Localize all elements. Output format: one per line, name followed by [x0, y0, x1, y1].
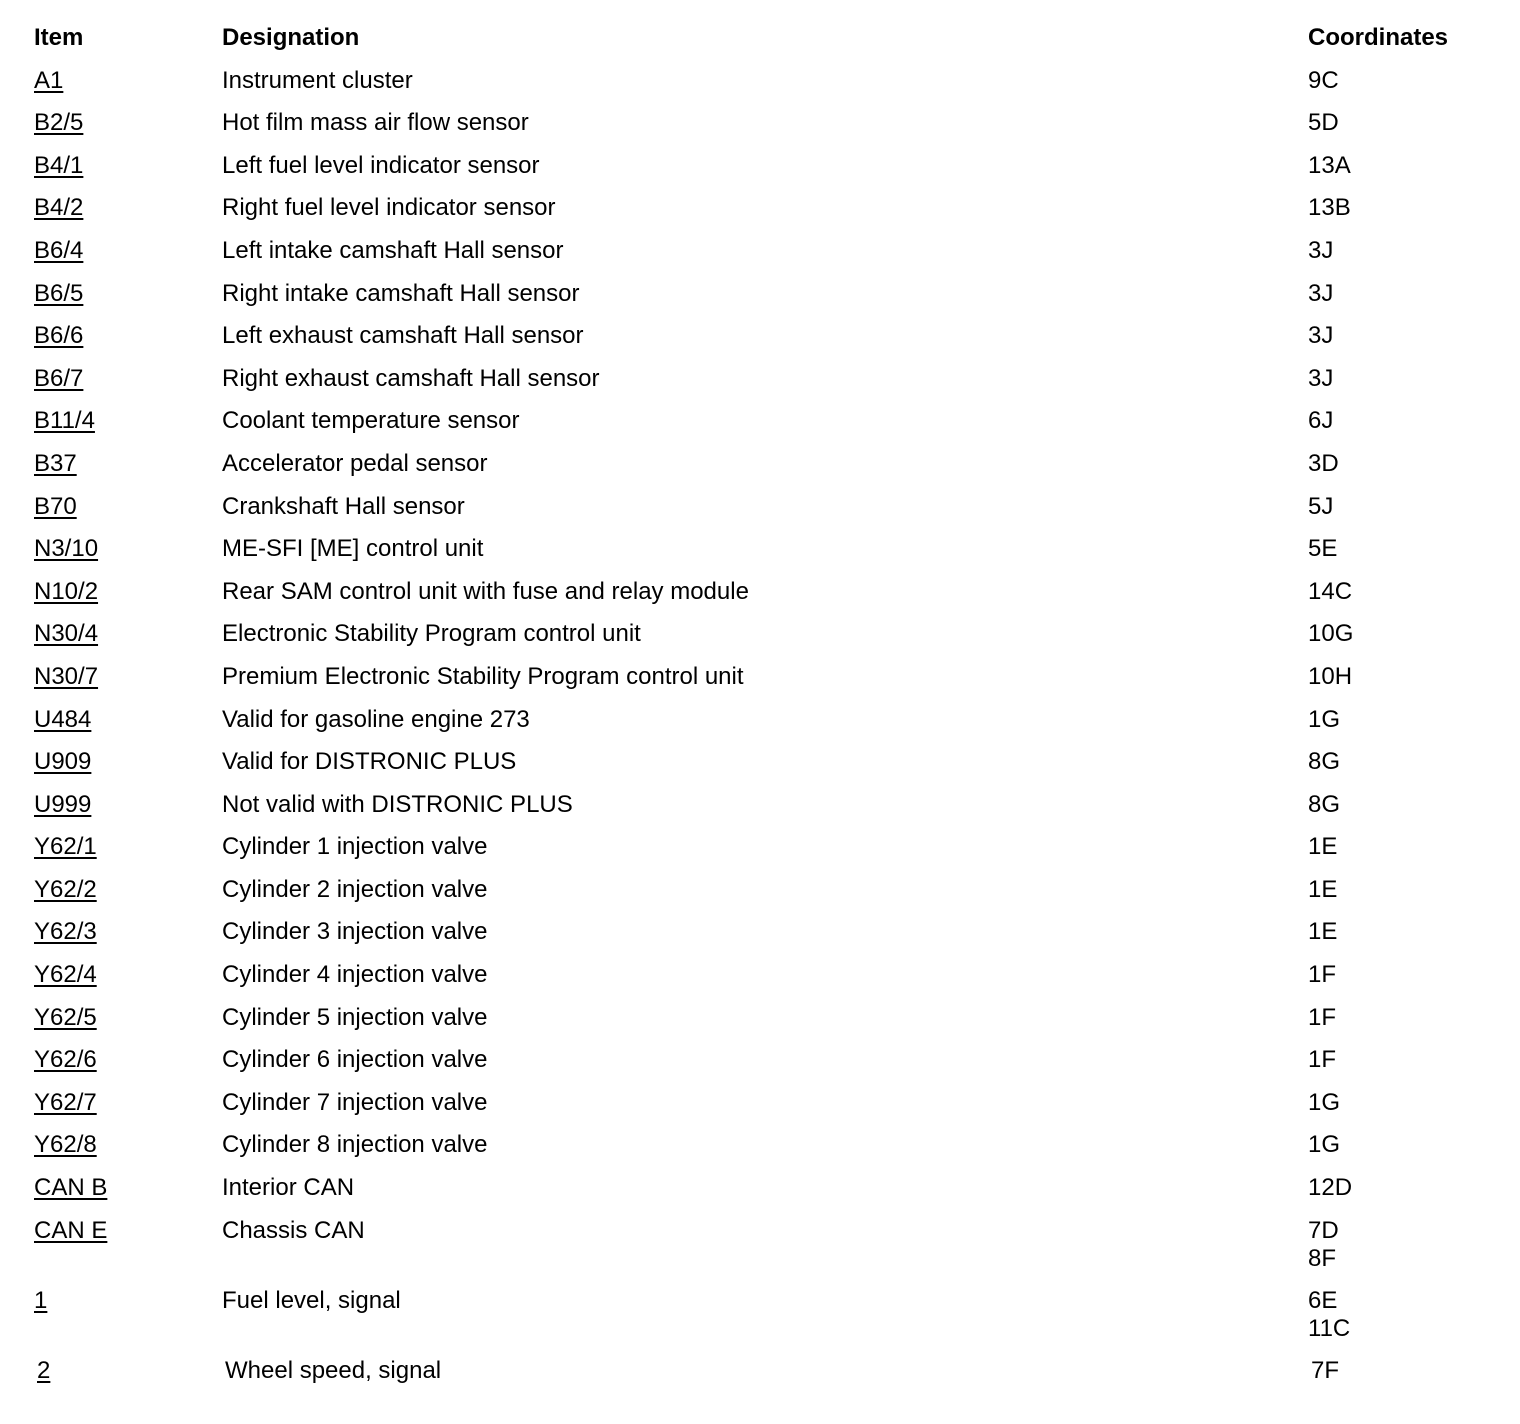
coordinates-cell	[1308, 1004, 1336, 1032]
table-header	[34, 24, 1494, 67]
coordinate-value: 1G	[1308, 1131, 1341, 1159]
coordinates-cell	[1308, 194, 1351, 222]
table-row	[34, 918, 1494, 961]
coordinate-value: 7D	[1308, 1216, 1339, 1244]
coordinates-cell	[1308, 493, 1333, 521]
designation-cell: Coolant temperature sensor	[222, 407, 520, 435]
item-link[interactable]: B4/1	[34, 151, 84, 179]
coordinate-value: 1F	[1308, 961, 1337, 989]
designation-cell: Left fuel level indicator sensor	[222, 151, 540, 179]
item-cell	[34, 1131, 97, 1159]
designation-cell: ME-SFI [ME] control unit	[222, 535, 484, 563]
item-cell	[34, 748, 91, 776]
item-link[interactable]: Y62/1	[34, 833, 97, 861]
table-row	[34, 493, 1494, 536]
item-cell	[34, 1174, 107, 1202]
designation-cell: Hot film mass air flow sensor	[222, 109, 529, 137]
item-link[interactable]: A1	[34, 66, 64, 94]
table-row	[34, 67, 1494, 110]
table-row	[34, 535, 1494, 578]
coordinate-value: 11C	[1308, 1314, 1351, 1342]
item-link[interactable]: 2	[37, 1356, 51, 1384]
coordinates-cell	[1308, 918, 1337, 946]
designation-cell: Right intake camshaft Hall sensor	[222, 279, 580, 307]
designation-cell: Fuel level, signal	[222, 1286, 401, 1314]
item-cell	[34, 876, 97, 904]
designation-cell: Premium Electronic Stability Program control unit	[222, 662, 744, 690]
designation-cell: Electronic Stability Program control unit	[222, 620, 641, 648]
designation-cell: Instrument cluster	[222, 66, 413, 94]
item-link[interactable]: N30/4	[34, 620, 99, 648]
item-link[interactable]: B70	[34, 492, 77, 520]
item-cell	[34, 67, 63, 95]
designation-cell: Cylinder 4 injection valve	[222, 961, 488, 989]
item-link[interactable]: B6/6	[34, 322, 84, 350]
designation-cell: Cylinder 7 injection valve	[222, 1088, 488, 1116]
coordinates-cell	[1308, 1217, 1339, 1273]
coordinates-cell	[1308, 152, 1351, 180]
table-row	[34, 620, 1494, 663]
table-row	[34, 322, 1494, 365]
coordinate-value: 13B	[1308, 194, 1351, 222]
coordinates-cell	[1308, 109, 1339, 137]
coordinate-value: 8F	[1308, 1244, 1337, 1272]
table-row	[37, 1357, 1494, 1397]
item-cell	[34, 578, 98, 606]
item-cell	[34, 1004, 97, 1032]
designation-cell: Cylinder 8 injection valve	[222, 1131, 488, 1159]
legend-table	[34, 24, 1494, 1397]
table-row	[34, 706, 1494, 749]
item-cell	[34, 1217, 107, 1245]
table-row	[34, 833, 1494, 876]
coordinate-value: 1G	[1308, 1088, 1341, 1116]
table-row	[34, 152, 1494, 195]
item-link[interactable]: B2/5	[34, 109, 84, 137]
coordinates-cell	[1311, 1357, 1339, 1385]
designation-cell: Cylinder 1 injection valve	[222, 833, 488, 861]
item-link[interactable]: 1	[34, 1286, 48, 1314]
coordinates-cell	[1308, 1287, 1350, 1343]
coordinate-value: 1F	[1308, 1046, 1337, 1074]
item-cell	[34, 450, 77, 478]
coordinates-cell	[1308, 322, 1333, 350]
coordinates-cell	[1308, 407, 1333, 435]
coordinates-cell	[1308, 833, 1337, 861]
designation-cell: Cylinder 2 injection valve	[222, 875, 488, 903]
table-body	[34, 67, 1494, 1397]
item-link[interactable]: B6/5	[34, 279, 84, 307]
coordinate-value: 3D	[1308, 449, 1339, 477]
coordinates-cell	[1308, 1174, 1352, 1202]
coordinates-cell	[1308, 961, 1336, 989]
designation-cell: Cylinder 5 injection valve	[222, 1003, 488, 1031]
item-cell	[34, 365, 83, 393]
item-link[interactable]: B4/2	[34, 194, 84, 222]
item-cell	[34, 663, 98, 691]
item-cell	[34, 918, 97, 946]
item-link[interactable]: B6/4	[34, 236, 84, 264]
header-designation: Designation	[222, 24, 360, 51]
table-row	[34, 1089, 1494, 1132]
item-link[interactable]: Y62/5	[34, 1003, 97, 1031]
coordinate-value: 1E	[1308, 875, 1338, 903]
table-row	[34, 1046, 1494, 1089]
coordinate-value: 8G	[1308, 790, 1341, 818]
coordinates-cell	[1308, 578, 1352, 606]
table-row	[34, 578, 1494, 621]
item-cell	[34, 194, 83, 222]
coordinate-value: 5D	[1308, 109, 1339, 137]
coordinate-value: 3J	[1308, 322, 1334, 350]
designation-cell: Valid for DISTRONIC PLUS	[222, 748, 517, 776]
coordinate-value: 3J	[1308, 279, 1334, 307]
item-link[interactable]: Y62/6	[34, 1046, 97, 1074]
item-cell	[34, 237, 83, 265]
item-cell	[34, 109, 83, 137]
coordinates-cell	[1308, 1046, 1336, 1074]
coordinates-cell	[1308, 535, 1337, 563]
coordinate-value: 6E	[1308, 1286, 1338, 1314]
item-link[interactable]: Y62/4	[34, 961, 97, 989]
designation-cell: Accelerator pedal sensor	[222, 449, 488, 477]
coordinate-value: 1E	[1308, 833, 1338, 861]
coordinate-value: 5E	[1308, 535, 1338, 563]
table-row	[34, 1217, 1494, 1287]
designation-cell: Rear SAM control unit with fuse and relay module	[222, 577, 749, 605]
table-row	[34, 450, 1494, 493]
table-row	[34, 237, 1494, 280]
item-link[interactable]: Y62/8	[34, 1131, 97, 1159]
table-row	[34, 791, 1494, 834]
coordinates-cell	[1308, 620, 1353, 648]
item-cell	[34, 833, 97, 861]
table-row	[34, 365, 1494, 408]
item-cell	[34, 791, 91, 819]
coordinates-cell	[1308, 67, 1339, 95]
header-coordinates: Coordinates	[1308, 24, 1449, 51]
designation-cell: Not valid with DISTRONIC PLUS	[222, 790, 573, 818]
coordinate-value: 9C	[1308, 66, 1339, 94]
designation-cell: Left exhaust camshaft Hall sensor	[222, 322, 584, 350]
coordinates-cell	[1308, 876, 1337, 904]
item-cell	[34, 620, 98, 648]
coordinate-value: 10G	[1308, 620, 1354, 648]
designation-cell: Crankshaft Hall sensor	[222, 492, 465, 520]
item-link[interactable]: Y62/3	[34, 918, 97, 946]
table-row	[34, 109, 1494, 152]
coordinates-cell	[1308, 450, 1339, 478]
item-link[interactable]: CAN E	[34, 1216, 108, 1244]
designation-cell: Left intake camshaft Hall sensor	[222, 236, 564, 264]
coordinate-value: 5J	[1308, 492, 1334, 520]
table-row	[34, 1131, 1494, 1174]
header-item: Item	[34, 24, 84, 51]
coordinate-value: 3J	[1308, 236, 1334, 264]
designation-cell: Wheel speed, signal	[225, 1356, 442, 1384]
item-cell	[34, 152, 83, 180]
designation-cell: Right exhaust camshaft Hall sensor	[222, 364, 600, 392]
coordinates-cell	[1308, 365, 1333, 393]
item-cell	[34, 493, 77, 521]
item-link[interactable]: N30/7	[34, 662, 99, 690]
table-row	[34, 961, 1494, 1004]
item-cell	[34, 535, 98, 563]
designation-cell: Cylinder 3 injection valve	[222, 918, 488, 946]
item-link[interactable]: U909	[34, 748, 92, 776]
item-link[interactable]: B11/4	[34, 407, 95, 435]
item-link[interactable]: Y62/7	[34, 1088, 97, 1116]
coordinates-cell	[1308, 791, 1340, 819]
table-row	[34, 1287, 1494, 1357]
coordinates-cell	[1308, 663, 1352, 691]
item-cell	[34, 407, 95, 435]
item-link[interactable]: B37	[34, 449, 77, 477]
coordinates-cell	[1308, 706, 1340, 734]
item-link[interactable]: N10/2	[34, 577, 99, 605]
table-row	[34, 748, 1494, 791]
coordinates-cell	[1308, 1089, 1340, 1117]
coordinate-value: 7F	[1311, 1356, 1340, 1384]
item-link[interactable]: B6/7	[34, 364, 84, 392]
table-row	[34, 1004, 1494, 1047]
item-cell	[34, 280, 83, 308]
item-cell	[34, 1287, 47, 1315]
coordinate-value: 1F	[1308, 1003, 1337, 1031]
item-link[interactable]: U999	[34, 790, 92, 818]
coordinate-value: 1E	[1308, 918, 1338, 946]
table-row	[34, 407, 1494, 450]
coordinate-value: 13A	[1308, 151, 1351, 179]
item-cell	[34, 322, 83, 350]
item-cell	[34, 1089, 97, 1117]
coordinate-value: 12D	[1308, 1174, 1353, 1202]
item-link[interactable]: CAN B	[34, 1174, 108, 1202]
designation-cell: Chassis CAN	[222, 1216, 365, 1244]
coordinate-value: 3J	[1308, 364, 1334, 392]
item-cell	[37, 1357, 50, 1385]
item-cell	[34, 1046, 97, 1074]
table-row	[34, 280, 1494, 323]
coordinate-value: 14C	[1308, 577, 1353, 605]
table-row	[34, 1174, 1494, 1217]
coordinates-cell	[1308, 748, 1340, 776]
coordinates-cell	[1308, 1131, 1340, 1159]
item-cell	[34, 961, 97, 989]
item-link[interactable]: U484	[34, 705, 92, 733]
designation-cell: Cylinder 6 injection valve	[222, 1046, 488, 1074]
table-row	[34, 194, 1494, 237]
coordinate-value: 6J	[1308, 407, 1334, 435]
coordinates-cell	[1308, 280, 1333, 308]
table-row	[34, 663, 1494, 706]
table-row	[34, 876, 1494, 919]
coordinates-cell	[1308, 237, 1333, 265]
designation-cell: Valid for gasoline engine 273	[222, 705, 530, 733]
designation-cell: Interior CAN	[222, 1174, 355, 1202]
item-cell	[34, 706, 91, 734]
coordinate-value: 8G	[1308, 748, 1341, 776]
item-link[interactable]: Y62/2	[34, 875, 97, 903]
designation-cell: Right fuel level indicator sensor	[222, 194, 556, 222]
coordinate-value: 1G	[1308, 705, 1341, 733]
item-link[interactable]: N3/10	[34, 535, 99, 563]
coordinate-value: 10H	[1308, 662, 1353, 690]
